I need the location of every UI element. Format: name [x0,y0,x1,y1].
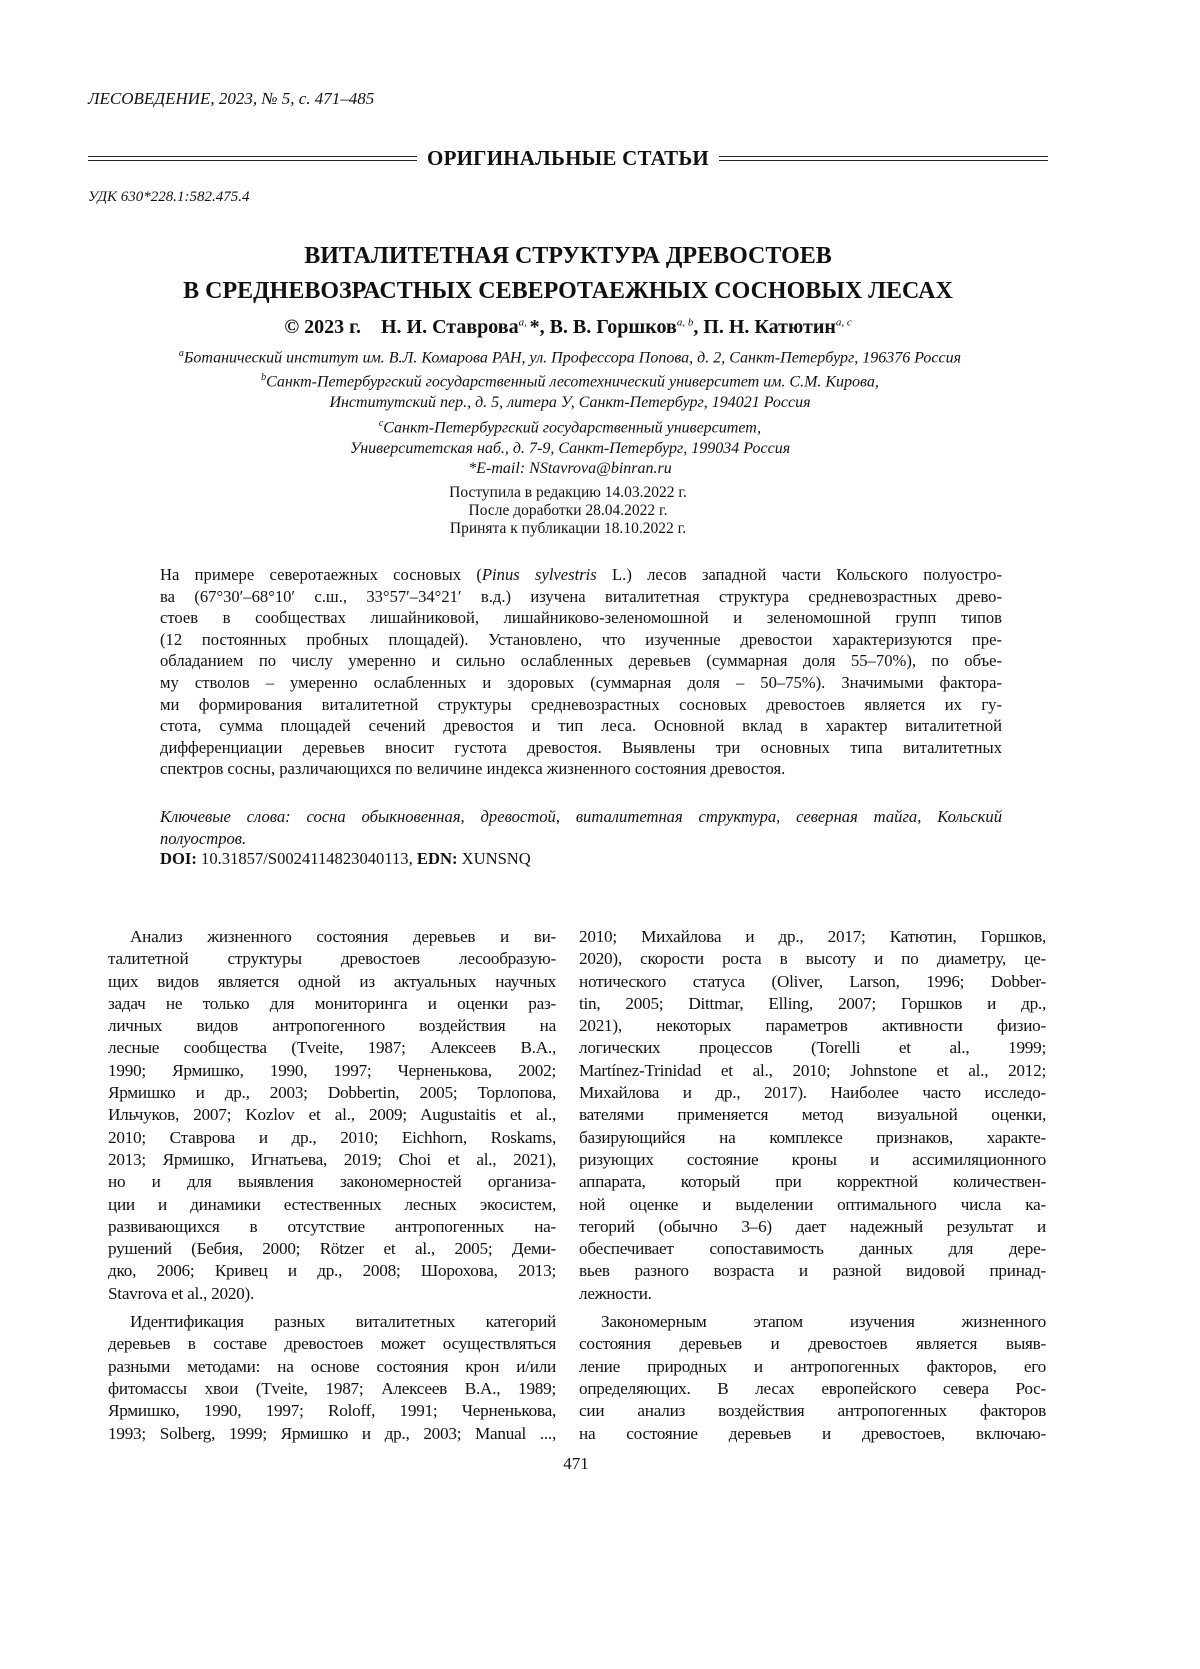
section-label: ОРИГИНАЛЬНЫЕ СТАТЬИ [417,146,719,171]
text-line: но и для выявления закономерностей организа- [108,1171,556,1193]
abstract-line: му стволов – умеренно ослабленных и здоровых (суммарная доля – 50–75%). Значимыми фактора- [160,672,1002,694]
abstract-line: ва (67°30′–68°10′ с.ш., 33°57′–34°21′ в.д.) изучена виталитетная структура средневозрастных древо- [160,586,1002,608]
affiliation-mark: a [179,348,184,359]
text-line: ление природных и антропогенных факторов, его [579,1356,1046,1378]
text-line: tin, 2005; Dittmar, Elling, 2007; Горшков и др., [579,993,1046,1015]
text-line: 2021), некоторых параметров активности физио- [579,1015,1046,1037]
affiliation-a [60,343,1080,368]
journal-citation: ЛЕСОВЕДЕНИЕ, 2023, № 5, с. 471–485 [88,89,374,109]
text-line: рушений (Бебия, 2000; Rötzer et al., 2005; Деми- [108,1238,556,1260]
authors-line [88,316,1048,339]
double-rule-left [88,156,417,161]
abstract-line: дифференциации деревьев вносит густота древостоя. Выявлены три основных типа виталитетных [160,737,1002,759]
revised-date: После доработки 28.04.2022 г. [88,502,1048,520]
author: П. Н. Катютин [703,316,836,338]
text-line: 1990; Ярмишко, 1990, 1997; Черненькова, 2002; [108,1060,556,1082]
text-line: Martínez-Trinidad et al., 2010; Johnstone et al., 2012; [579,1060,1046,1082]
text-line: ции и динамики естественных лесных экосистем, [108,1194,556,1216]
text-line: фитомассы хвои (Tveite, 1987; Алексеев В.А., 1989; [108,1378,556,1400]
affiliation-mark: c [379,418,383,429]
text-line: 2020), скорости роста в высоту и по диаметру, це- [579,948,1046,970]
udk-code: УДК 630*228.1:582.475.4 [88,189,250,206]
text-line: тегорий (обычно 3–6) дает надежный результат и [579,1216,1046,1238]
text-line: обеспечивает сопоставимость данных для дере- [579,1238,1046,1260]
text-line: определяющих. В лесах европейского севера Рос- [579,1378,1046,1400]
abstract [160,564,1002,780]
contact-email[interactable]: *E-mail: NStavrova@binran.ru [60,458,1080,479]
text-line: задач не только для мониторинга и оценки раз- [108,993,556,1015]
abstract-line: обладанием по числу умеренно и сильно ослабленных деревьев (суммарная доля 55–70%), по объе- [160,650,1002,672]
text-line: вателями применяется метод визуальной оценки, [579,1104,1046,1126]
title-line-1: ВИТАЛИТЕТНАЯ СТРУКТУРА ДРЕВОСТОЕВ [88,239,1048,274]
edn-value: XUNSNQ [457,849,530,868]
body-column-right [579,926,1046,1445]
page-number: 471 [0,1454,1152,1474]
abstract-line: ми формирования виталитетной структуры средневозрастных сосновых древостоев является их гу- [160,694,1002,716]
text-line: ной оценке и выделении оптимального числа ка- [579,1194,1046,1216]
author: В. В. Горшков [550,316,677,338]
text-line: деревьев в составе древостоев может осуществляться [108,1333,556,1355]
article-dates [88,484,1048,538]
keywords-line: Ключевые слова: сосна обыкновенная, древостой, виталитетная структура, северная тайга, Кольский [160,806,1002,828]
author: Н. И. Ставрова [381,316,519,338]
text-line: логических процессов (Torelli et al., 1999; [579,1037,1046,1059]
abstract-line: стота, сумма площадей сечений древостоя и тип леса. Основной вклад в характер виталитетной [160,715,1002,737]
text-line: личных видов антропогенного воздействия на [108,1015,556,1037]
text-line: 1993; Solberg, 1999; Ярмишко и др., 2003; Manual ..., [108,1423,556,1445]
affiliation-address: Институтский пер., д. 5, литера У, Санкт-Петербург, 194021 Россия [60,392,1080,413]
affiliation-address: Университетская наб., д. 7-9, Санкт-Петербург, 199034 Россия [60,438,1080,459]
paragraph [108,1311,556,1445]
received-date: Поступила в редакцию 14.03.2022 г. [88,484,1048,502]
text-line: Михайлова и др., 2017). Наиболее часто исследо- [579,1082,1046,1104]
species-name: Pinus sylvestris [482,565,597,584]
paragraph [579,926,1046,1305]
text-line: Закономерным этапом изучения жизненного [579,1311,1046,1333]
text-line: талитетной структуры древостоев лесообразую- [108,948,556,970]
doi-label: DOI: [160,849,197,868]
abstract-line [160,564,1002,586]
text-line: развивающихся в отсутствие антропогенных на- [108,1216,556,1238]
text-line: на состояние деревьев и древостоев, включаю- [579,1423,1046,1445]
text-line: 2013; Ярмишко, Игнатьева, 2019; Choi et al., 2021), [108,1149,556,1171]
keywords [160,806,1002,849]
text-line: нотического статуса (Oliver, Larson, 1996; Dobber- [579,971,1046,993]
author-affiliation-mark: a, [519,316,530,328]
text-line: дко, 2006; Кривец и др., 2008; Шорохова, 2013; [108,1260,556,1282]
text-line: лесные сообщества (Tveite, 1987; Алексеев В.А., [108,1037,556,1059]
text-line: Ярмишко и др., 2003; Dobbertin, 2005; Торлопова, [108,1082,556,1104]
text-line: разными методами: на основе состояния крон и/или [108,1356,556,1378]
affiliation-b [60,367,1080,413]
text-line: ризующих состояние кроны и ассимиляционного [579,1149,1046,1171]
doi-value[interactable]: 10.31857/S0024114823040113, [197,849,417,868]
text-line: 2010; Ставрова и др., 2010; Eichhorn, Roskams, [108,1127,556,1149]
abstract-line: (12 постоянных пробных площадей). Установлено, что изученные древостои характеризуются пре- [160,629,1002,651]
text-line: щих видов является одной из актуальных научных [108,971,556,993]
body-column-left [108,926,556,1445]
affiliation-c [60,413,1080,459]
title-line-2: В СРЕДНЕВОЗРАСТНЫХ СЕВЕРОТАЕЖНЫХ СОСНОВЫХ ЛЕСАХ [88,274,1048,309]
accepted-date: Принята к публикации 18.10.2022 г. [88,520,1048,538]
section-heading [88,145,1048,171]
text-line: сии анализ воздействия антропогенных факторов [579,1400,1046,1422]
identifiers [160,849,531,869]
author-mark: *, [530,316,545,338]
affiliation-text: Санкт-Петербургский государственный университет, [383,419,761,436]
paragraph [579,1311,1046,1445]
text-line: базирующийся на комплексе признаков, характе- [579,1127,1046,1149]
text-line: 2010; Михайлова и др., 2017; Катютин, Горшков, [579,926,1046,948]
edn-label: EDN: [417,849,458,868]
text-line: Stavrova et al., 2020). [108,1283,556,1305]
text: L.) лесов западной части Кольского полуостро- [597,565,1002,584]
text-line: вьев разного возраста и разной видовой принад- [579,1260,1046,1282]
abstract-line: стоев в сообществах лишайниковой, лишайниково-зеленомошной и зеленомошной групп типов [160,607,1002,629]
text-line: Идентификация разных виталитетных категорий [108,1311,556,1333]
double-rule-right [719,156,1048,161]
text: На примере северотаежных сосновых ( [160,565,482,584]
copyright: © 2023 г. [284,316,361,338]
text-line: состояния деревьев и древостоев является выяв- [579,1333,1046,1355]
paragraph [108,926,556,1305]
affiliation-text: Ботанический институт им. В.Л. Комарова РАН, ул. Профессора Попова, д. 2, Санкт-Петербург, 196376 Россия [184,349,961,366]
author-affiliation-mark: a, c [836,316,852,328]
abstract-line: спектров сосны, различающихся по величине индекса жизненного состояния древостоя. [160,758,1002,780]
keywords-line: полуостров. [160,828,1002,850]
author-affiliation-mark: a, b [677,316,694,328]
text-line: Анализ жизненного состояния деревьев и ви- [108,926,556,948]
affiliation-text: Санкт-Петербургский государственный лесотехнический университет им. С.М. Кирова, [266,373,879,390]
author-mark: , [693,316,698,338]
text-line: Ильчуков, 2007; Kozlov et al., 2009; Augustaitis et al., [108,1104,556,1126]
article-title [88,239,1048,309]
text-line: Ярмишко, 1990, 1997; Roloff, 1991; Черненькова, [108,1400,556,1422]
affiliation-mark: b [261,372,266,383]
text-line: лежности. [579,1283,1046,1305]
text-line: аппарата, который при корректной количествен- [579,1171,1046,1193]
